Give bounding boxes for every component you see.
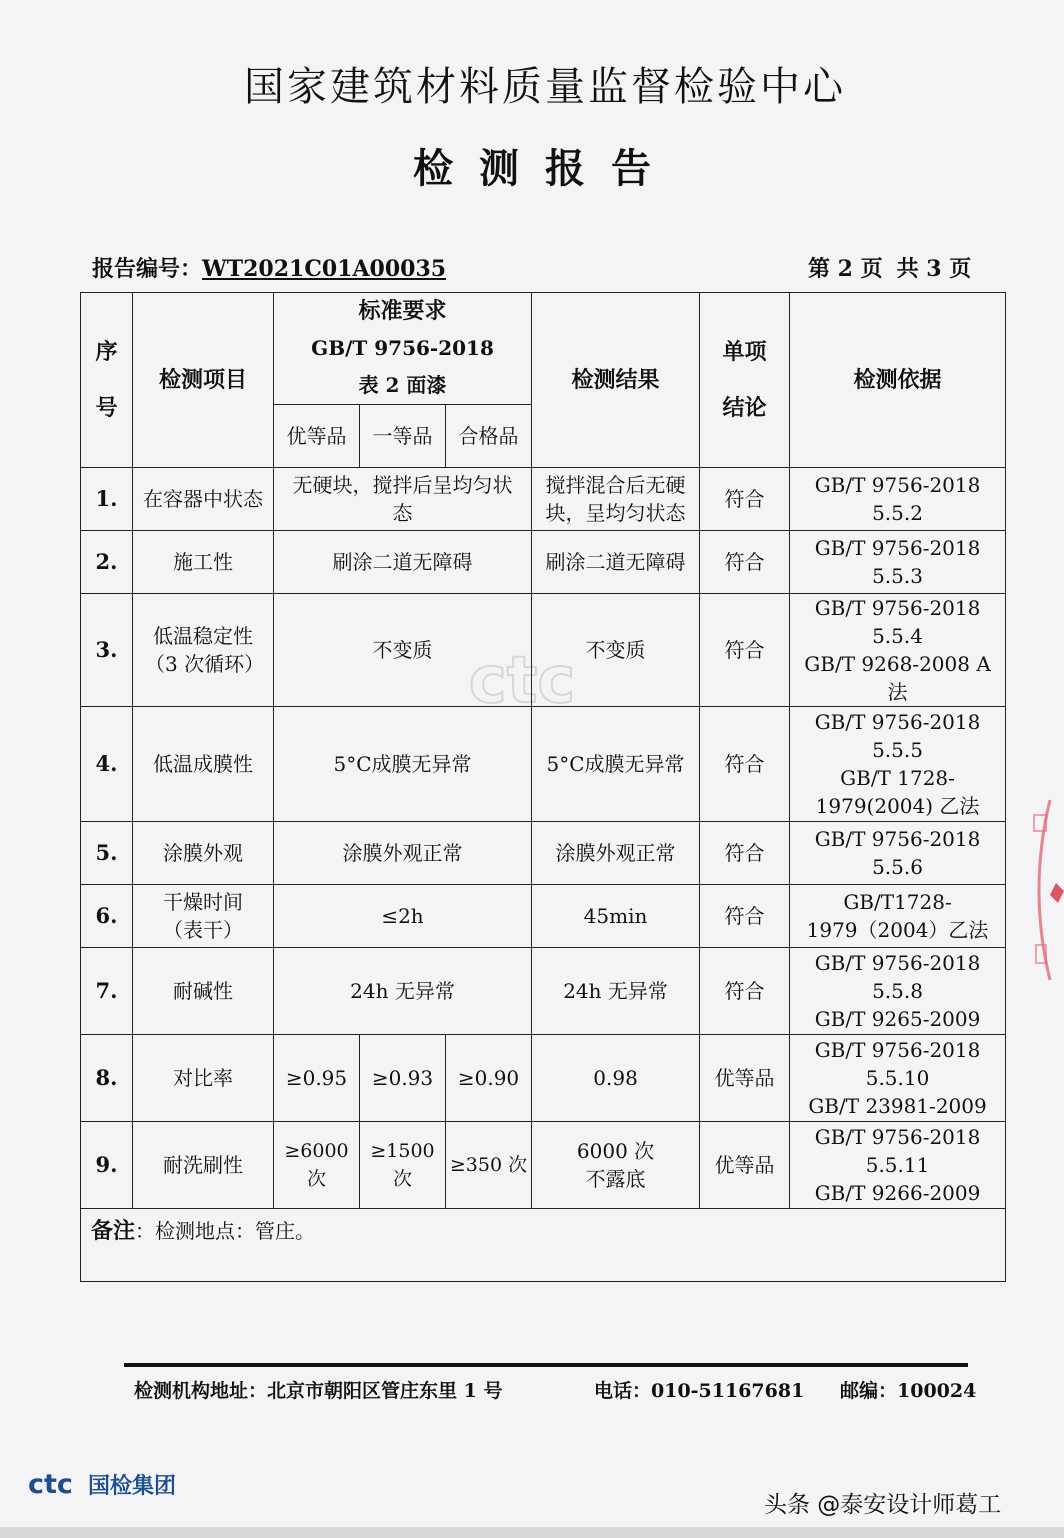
ctc-logo-mark bbox=[28, 1471, 82, 1497]
ctc-logo-text: 国检集团 bbox=[88, 1473, 177, 1499]
ctc-logo bbox=[28, 1464, 176, 1504]
footer-postcode: 邮编：100024 bbox=[840, 1380, 977, 1402]
header-basis: 检测依据 bbox=[790, 293, 1006, 468]
report-number-value: WT2021C01A00035 bbox=[202, 256, 447, 282]
row-item: 对比率 bbox=[133, 1035, 274, 1122]
row-item: 干燥时间（表干） bbox=[133, 885, 274, 948]
row-seq: 6. bbox=[81, 885, 133, 948]
footer-divider bbox=[124, 1363, 968, 1367]
row-result: 45min bbox=[532, 885, 700, 948]
row-req-qualified: ≥350 次 bbox=[446, 1122, 532, 1209]
row-seq: 2. bbox=[81, 531, 133, 594]
table-row bbox=[81, 885, 1006, 948]
report-number-label: 报告编号： bbox=[92, 256, 203, 282]
row-item: 耐洗刷性 bbox=[133, 1122, 274, 1209]
row-basis: GB/T 9756-2018 5.5.3 bbox=[790, 531, 1006, 594]
page-number: 第 2 页 bbox=[808, 256, 883, 282]
row-requirement: 刷涂二道无障碍 bbox=[274, 531, 532, 594]
row-basis: GB/T 9756-2018 5.5.4 GB/T 9268-2008 A 法 bbox=[790, 594, 1006, 707]
inspection-table bbox=[80, 292, 1006, 1282]
report-title: 检测报告 bbox=[413, 145, 677, 192]
row-req-excellent: ≥6000 次 bbox=[274, 1122, 360, 1209]
row-conclusion: 符合 bbox=[700, 531, 790, 594]
row-requirement: 不变质 bbox=[274, 594, 532, 707]
row-result: 刷涂二道无障碍 bbox=[532, 531, 700, 594]
remark-text: ：检测地点：管庄。 bbox=[135, 1219, 316, 1243]
footer-address: 检测机构地址：北京市朝阳区管庄东里 1 号 bbox=[134, 1380, 503, 1402]
row-seq: 5. bbox=[81, 822, 133, 885]
header-std-code: GB/T 9756-2018 bbox=[311, 336, 494, 360]
row-conclusion: 符合 bbox=[700, 594, 790, 707]
row-conclusion: 符合 bbox=[700, 948, 790, 1035]
header-conclusion-line1: 单项 bbox=[722, 339, 767, 365]
row-requirement: 5°C成膜无异常 bbox=[274, 707, 532, 822]
row-requirement: 无硬块，搅拌后呈均匀状态 bbox=[274, 468, 532, 531]
header-conclusion bbox=[700, 293, 790, 468]
footer-phone: 电话：010-51167681 bbox=[594, 1380, 805, 1402]
remark-row bbox=[81, 1209, 1006, 1282]
row-requirement: 涂膜外观正常 bbox=[274, 822, 532, 885]
row-result: 不变质 bbox=[532, 594, 700, 707]
row-seq: 1. bbox=[81, 468, 133, 531]
remark-label: 备注 bbox=[91, 1218, 136, 1244]
table-row bbox=[81, 822, 1006, 885]
row-seq: 8. bbox=[81, 1035, 133, 1122]
row-result: 6000 次不露底 bbox=[532, 1122, 700, 1209]
row-seq: 3. bbox=[81, 594, 133, 707]
row-basis: GB/T 9756-2018 5.5.5 GB/T 1728- 1979(2004) 乙法 bbox=[790, 707, 1006, 822]
header-item: 检测项目 bbox=[133, 293, 274, 468]
row-basis: GB/T 9756-2018 5.5.10 GB/T 23981-2009 bbox=[790, 1035, 1006, 1122]
svg-text:ctc: ctc bbox=[468, 644, 576, 718]
row-requirement: ≤2h bbox=[274, 885, 532, 948]
header-conclusion-line2: 结论 bbox=[722, 395, 767, 421]
row-basis: GB/T1728- 1979（2004）乙法 bbox=[790, 885, 1006, 948]
row-conclusion: 符合 bbox=[700, 468, 790, 531]
row-requirement: 24h 无异常 bbox=[274, 948, 532, 1035]
header-std-title: 标准要求 bbox=[358, 298, 447, 324]
row-item: 低温稳定性（3 次循环） bbox=[133, 594, 274, 707]
row-basis: GB/T 9756-2018 5.5.11 GB/T 9266-2009 bbox=[790, 1122, 1006, 1209]
source-credit: 头条 @泰安设计师葛工 bbox=[764, 1492, 1002, 1518]
row-req-qualified: ≥0.90 bbox=[446, 1035, 532, 1122]
header-row-1 bbox=[81, 293, 1006, 405]
header-standard bbox=[274, 293, 532, 405]
row-result: 涂膜外观正常 bbox=[532, 822, 700, 885]
row-seq: 4. bbox=[81, 707, 133, 822]
remark-cell bbox=[81, 1209, 1006, 1282]
bottom-strip bbox=[0, 1527, 1064, 1538]
ctc-watermark bbox=[442, 640, 602, 760]
row-seq: 9. bbox=[81, 1122, 133, 1209]
row-conclusion: 符合 bbox=[700, 707, 790, 822]
row-req-first: ≥0.93 bbox=[360, 1035, 446, 1122]
red-stamp-fragment bbox=[1020, 795, 1064, 985]
table-row bbox=[81, 1122, 1006, 1209]
row-conclusion: 符合 bbox=[700, 822, 790, 885]
header-std-table: 表 2 面漆 bbox=[358, 373, 447, 397]
row-result: 5°C成膜无异常 bbox=[532, 707, 700, 822]
table-row bbox=[81, 1035, 1006, 1122]
table-row bbox=[81, 468, 1006, 531]
row-result: 搅拌混合后无硬块，呈均匀状态 bbox=[532, 468, 700, 531]
row-basis: GB/T 9756-2018 5.5.2 bbox=[790, 468, 1006, 531]
header-grade-qualified: 合格品 bbox=[446, 405, 532, 468]
org-title: 国家建筑材料质量监督检验中心 bbox=[244, 64, 846, 110]
row-conclusion: 符合 bbox=[700, 885, 790, 948]
page-info bbox=[808, 252, 971, 283]
row-basis: GB/T 9756-2018 5.5.8 GB/T 9265-2009 bbox=[790, 948, 1006, 1035]
row-item: 在容器中状态 bbox=[133, 468, 274, 531]
row-item: 施工性 bbox=[133, 531, 274, 594]
row-seq: 7. bbox=[81, 948, 133, 1035]
header-seq: 序号 bbox=[81, 293, 133, 468]
row-item: 低温成膜性 bbox=[133, 707, 274, 822]
header-result: 检测结果 bbox=[532, 293, 700, 468]
row-conclusion: 优等品 bbox=[700, 1122, 790, 1209]
row-result: 24h 无异常 bbox=[532, 948, 700, 1035]
report-number bbox=[92, 252, 446, 283]
row-req-first: ≥1500 次 bbox=[360, 1122, 446, 1209]
table-row bbox=[81, 948, 1006, 1035]
table-row bbox=[81, 531, 1006, 594]
row-basis: GB/T 9756-2018 5.5.6 bbox=[790, 822, 1006, 885]
row-req-excellent: ≥0.95 bbox=[274, 1035, 360, 1122]
row-result: 0.98 bbox=[532, 1035, 700, 1122]
row-item: 涂膜外观 bbox=[133, 822, 274, 885]
row-conclusion: 优等品 bbox=[700, 1035, 790, 1122]
svg-text:ctc: ctc bbox=[28, 1471, 73, 1497]
header-grade-first: 一等品 bbox=[360, 405, 446, 468]
header-grade-excellent: 优等品 bbox=[274, 405, 360, 468]
page-total: 共 3 页 bbox=[896, 256, 972, 282]
row-item: 耐碱性 bbox=[133, 948, 274, 1035]
